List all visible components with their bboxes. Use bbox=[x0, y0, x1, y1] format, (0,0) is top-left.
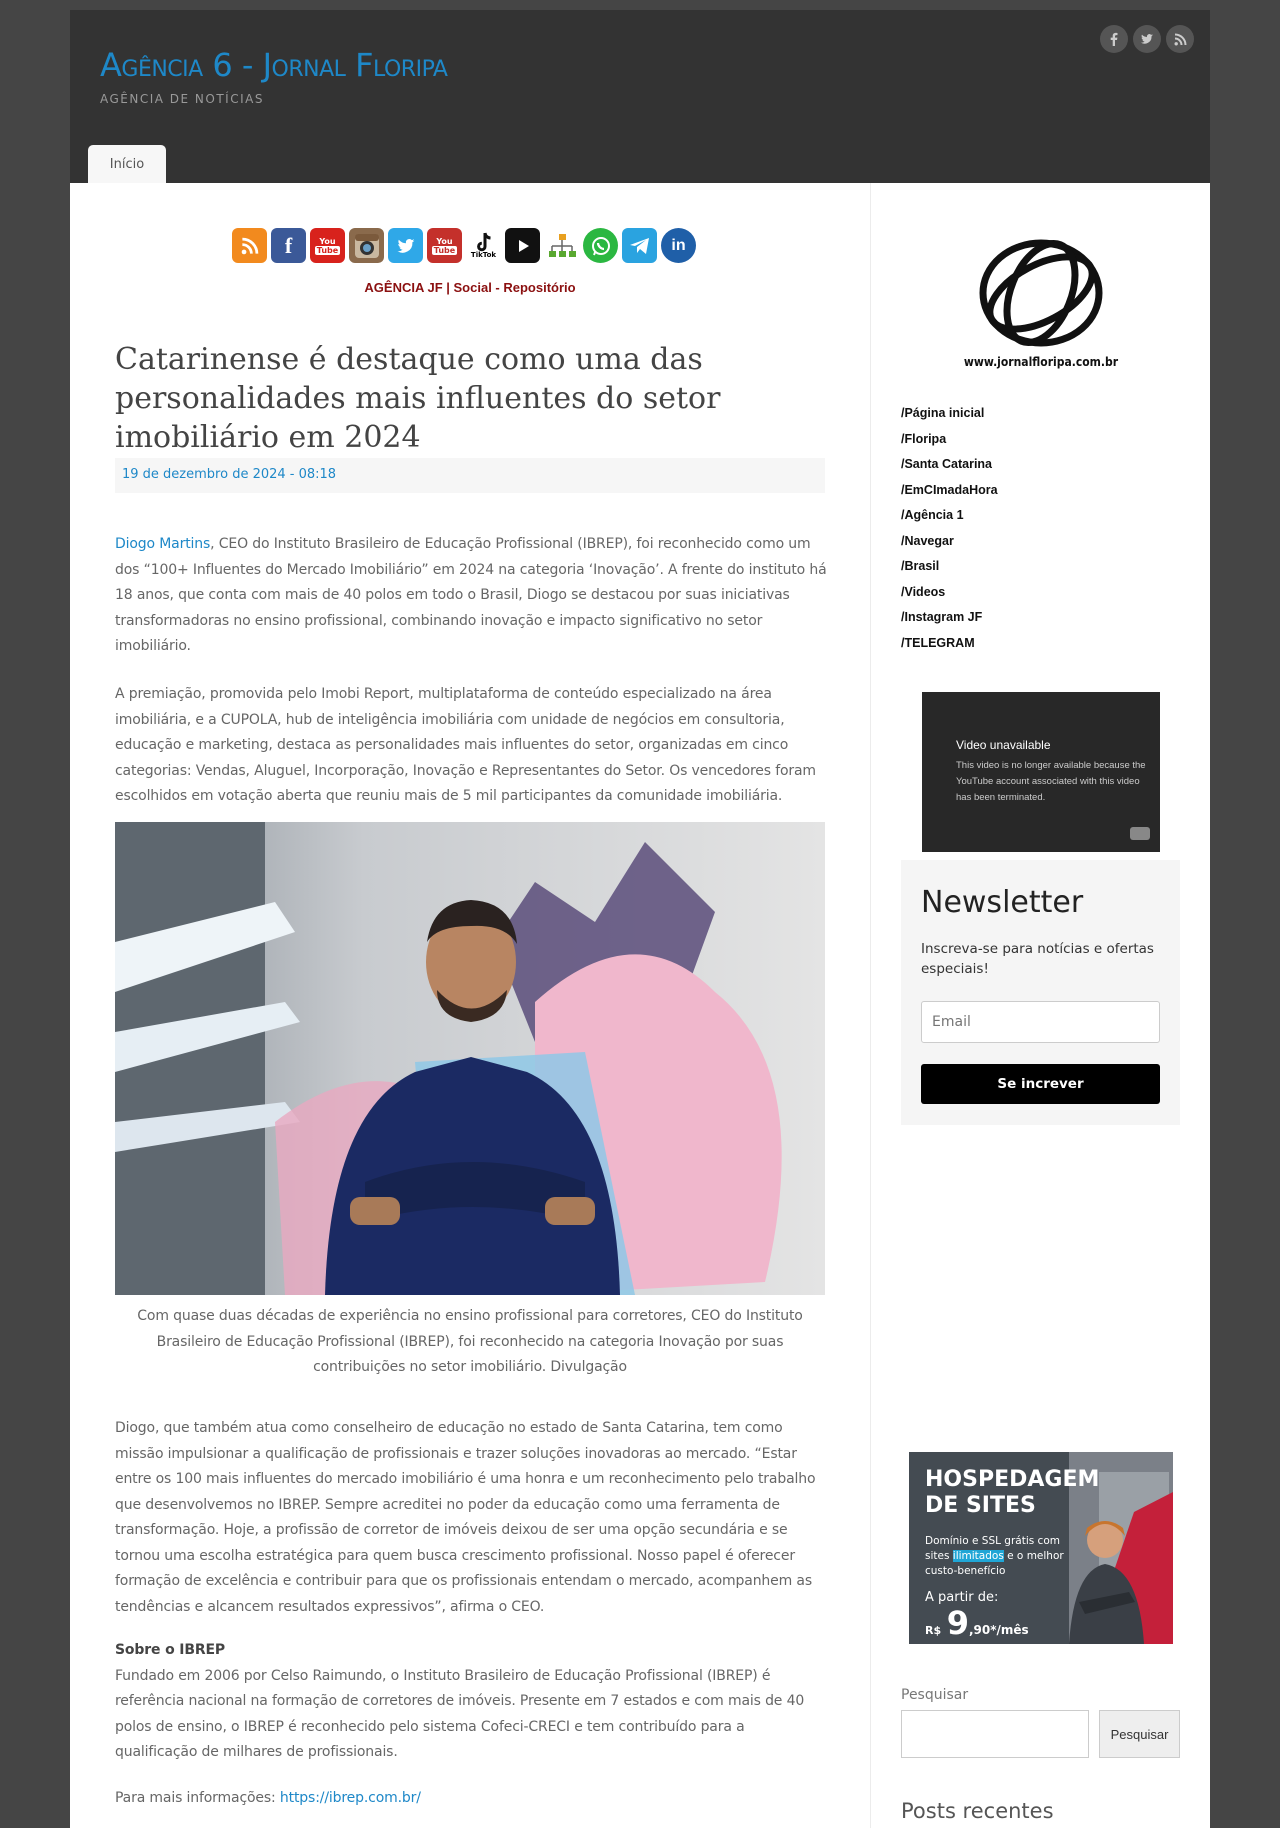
ad-desc-highlight: ilimitados bbox=[952, 1550, 1004, 1562]
ad-headline-line-2: DE SITES bbox=[925, 1493, 1036, 1518]
sidebar-link-floripa[interactable]: /Floripa bbox=[901, 431, 947, 446]
search-button[interactable]: Pesquisar bbox=[1099, 1710, 1180, 1758]
ad-desc-a: Domínio e SSL grátis com sites bbox=[925, 1535, 1060, 1562]
subscribe-button[interactable]: Se increver bbox=[921, 1064, 1160, 1104]
recent-posts-heading: Posts recentes bbox=[901, 1799, 1054, 1823]
youtube-icon[interactable]: You Tube bbox=[427, 228, 462, 263]
sidebar-link-emcimadahora[interactable]: /EmCImadaHora bbox=[901, 482, 998, 497]
article-date bbox=[115, 458, 825, 493]
rss-icon[interactable] bbox=[1166, 25, 1194, 53]
sitemap-icon[interactable] bbox=[544, 228, 579, 263]
sidebar-link-videos[interactable]: /Videos bbox=[901, 584, 946, 599]
social-links-bar bbox=[232, 228, 696, 263]
sidebar-nav bbox=[901, 401, 998, 656]
telegram-icon[interactable] bbox=[622, 228, 657, 263]
video-embed[interactable] bbox=[922, 692, 1160, 852]
sidebar bbox=[871, 183, 1210, 1828]
facebook-icon[interactable]: f bbox=[271, 228, 306, 263]
logo-url-text: www.jornalfloripa.com.br bbox=[963, 355, 1119, 369]
about-heading: Sobre o IBREP bbox=[115, 1642, 226, 1658]
video-unavailable-text: This video is no longer available because the YouTube account associated with this video has been terminated. bbox=[956, 760, 1146, 803]
author-link[interactable]: Diogo Martins bbox=[115, 536, 211, 552]
about-section bbox=[115, 1638, 827, 1766]
article-paragraph-1 bbox=[115, 532, 827, 660]
about-text: Fundado em 2006 por Celso Raimundo, o Instituto Brasileiro de Educação Profissional (IBREP) é referência nacional na formação de corretores de imóveis. Presente em 7 estados e com mais de 40 polos de ensino, o IBREP é reconhecido pelo sistema Cofeci-CRECI e tem contribuído para a qualificação de milhares de profissionais. bbox=[115, 1667, 805, 1760]
video-play-icon[interactable] bbox=[505, 228, 540, 263]
header-social-icons bbox=[1100, 25, 1194, 53]
site-header bbox=[70, 10, 1210, 183]
whatsapp-icon[interactable] bbox=[583, 228, 618, 263]
ad-headline-line-1: HOSPEDAGEM bbox=[925, 1467, 1100, 1492]
newsletter-title: Newsletter bbox=[921, 885, 1084, 920]
ibrep-link[interactable]: https://ibrep.com.br/ bbox=[279, 1790, 421, 1806]
tab-inicio[interactable]: Início bbox=[88, 145, 166, 183]
sidebar-link-brasil[interactable]: /Brasil bbox=[901, 559, 940, 573]
twitter-icon[interactable] bbox=[1133, 25, 1161, 53]
sidebar-link-navegar[interactable]: /Navegar bbox=[901, 533, 954, 548]
article-date-link[interactable]: 19 de dezembro de 2024 - 08:18 bbox=[122, 467, 337, 482]
newsletter-widget bbox=[901, 860, 1180, 1125]
search-label: Pesquisar bbox=[901, 1687, 969, 1703]
sidebar-link-agencia-1[interactable]: /Agência 1 bbox=[901, 508, 964, 522]
ad-description bbox=[925, 1534, 1065, 1579]
more-info bbox=[115, 1786, 827, 1812]
youtube-icon[interactable] bbox=[1130, 827, 1150, 840]
email-field[interactable] bbox=[921, 1001, 1160, 1043]
article-title: Catarinense é destaque como uma das personalidades mais influentes do setor imobiliário em 2024 bbox=[115, 342, 721, 455]
ad-price-int: 9 bbox=[946, 1604, 969, 1642]
tiktok-label: TikTok bbox=[470, 251, 497, 259]
social-bar-tagline[interactable]: AGÊNCIA JF | Social - Repositório bbox=[364, 280, 576, 295]
newsletter-text: Inscreva-se para notícias e ofertas especiais! bbox=[921, 941, 1154, 977]
facebook-icon[interactable] bbox=[1100, 25, 1128, 53]
more-info-label: Para mais informações: bbox=[115, 1790, 280, 1806]
linkedin-icon[interactable]: in bbox=[661, 228, 696, 263]
main-content bbox=[70, 183, 871, 1828]
rss-icon[interactable] bbox=[232, 228, 267, 263]
article-paragraph-3: Diogo, que também atua como conselheiro de educação no estado de Santa Catarina, tem como missão impulsionar a qualificação de profissionais e trazer soluções inovadoras ao mercado. “Estar entre os 100 mais influentes do mercado imobiliário é uma honra e um reconhecimento pelo trabalho que desenvolvemos no IBREP. Sempre acreditei no poder da educação como uma ferramenta de transformação. Hoje, a profissão de corretor de imóveis deixou de ser uma opção secundária e se tornou uma escolha estratégica para quem busca crescimento profissional. Nosso papel é oferecer formação de excelência e contribuir para que os profissionais entendam o mercado, acompanhem as tendências e alcancem resultados expressivos”, afirma o CEO. bbox=[115, 1420, 816, 1615]
sidebar-link-telegram[interactable]: /TELEGRAM bbox=[901, 635, 975, 650]
ad-currency: R$ bbox=[925, 1624, 942, 1637]
youtube-icon[interactable]: You Tube bbox=[310, 228, 345, 263]
ad-price-per: /mês bbox=[996, 1623, 1029, 1637]
video-unavailable-title: Video unavailable bbox=[956, 738, 1051, 752]
article-paragraph-1-text: , CEO do Instituto Brasileiro de Educação Profissional (IBREP), foi reconhecido como um dos “100+ Influentes do Mercado Imobiliário” em 2024 na categoria ‘Inovação’. A frente do instituto há 18 anos, que conta com mais de 40 polos em todo o Brasil, Diogo se destacou por suas iniciativas transformadoras no ensino profissional, combinando inovação e impacto significativo no setor imobiliário. bbox=[115, 536, 827, 654]
instagram-icon[interactable] bbox=[349, 228, 384, 263]
article-photo bbox=[115, 822, 825, 1295]
twitter-icon[interactable] bbox=[388, 228, 423, 263]
site-title[interactable]: Agência 6 - Jornal Floripa bbox=[100, 46, 448, 84]
sidebar-link-instagram-jf[interactable]: /Instagram JF bbox=[901, 610, 983, 624]
tiktok-icon[interactable] bbox=[466, 228, 501, 263]
sidebar-link-pagina-inicial[interactable]: /Página inicial bbox=[901, 406, 985, 420]
ad-headline bbox=[925, 1467, 1099, 1519]
ad-price-label: A partir de: bbox=[925, 1590, 999, 1605]
ad-price-dec: ,90* bbox=[968, 1623, 997, 1637]
ad-price bbox=[925, 1604, 1029, 1642]
site-logo[interactable] bbox=[961, 233, 1121, 373]
site-description: AGÊNCIA DE NOTÍCIAS bbox=[100, 92, 264, 106]
hosting-ad-banner[interactable] bbox=[909, 1452, 1173, 1644]
article-paragraph-2: A premiação, promovida pelo Imobi Report, multiplataforma de conteúdo especializado na área imobiliária, e a CUPOLA, hub de inteligência imobiliária com unidade de negócios em consultoria, educação e marketing, destaca as personalidades mais influentes do setor, organizadas em cinco categorias: Vendas, Aluguel, Incorporação, Inovação e Representantes do Setor. Os vencedores foram escolhidos em votação aberta que reuniu mais de 5 mil participantes da comunidade imobiliária. bbox=[115, 686, 816, 804]
sidebar-link-santa-catarina[interactable]: /Santa Catarina bbox=[901, 457, 993, 471]
page-wrapper bbox=[70, 10, 1210, 1828]
search-input[interactable] bbox=[901, 1710, 1089, 1758]
ad-desc-b: e o melhor custo-benefício bbox=[925, 1550, 1064, 1577]
photo-caption: Com quase duas décadas de experiência no ensino profissional para corretores, CEO do Instituto Brasileiro de Educação Profissional (IBREP), foi reconhecido na categoria Inovação por suas contribuições no setor imobiliário. Divulgação bbox=[137, 1308, 803, 1375]
